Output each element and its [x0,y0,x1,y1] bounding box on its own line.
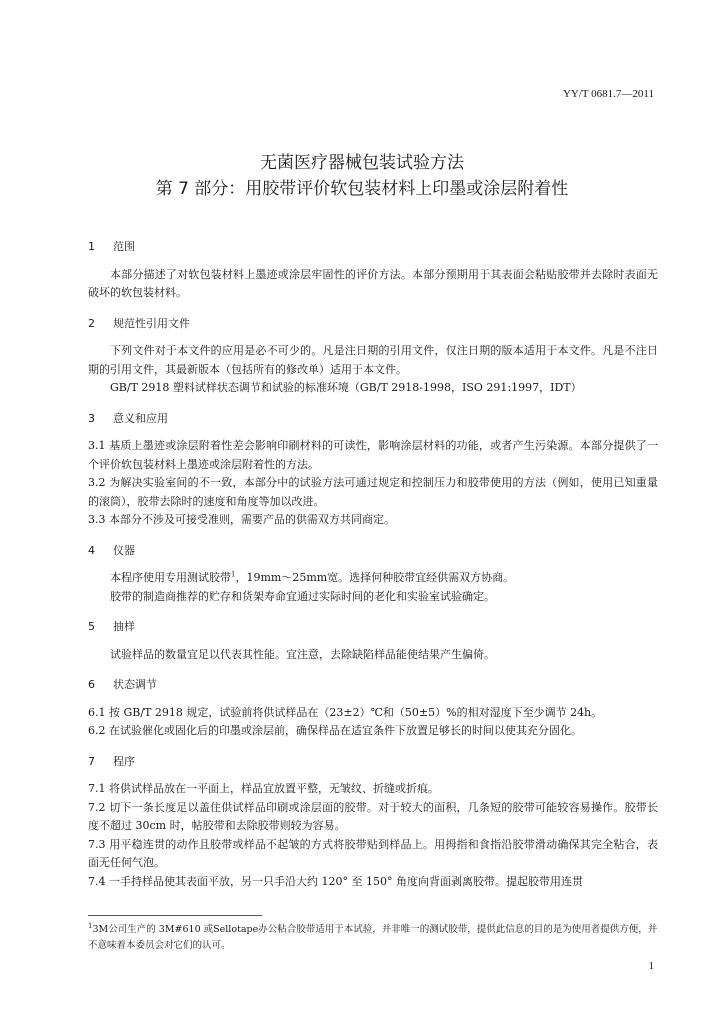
footnote-divider [88,915,262,916]
body-content [88,238,658,891]
paragraph: 7.1 将供试样品放在一平面上，样品宜放置平整，无皱纹、折缝或折痕。 [88,782,439,795]
paragraph: 试验样品的数量宜足以代表其性能。宜注意，去除缺陷样品能使结果产生偏倚。 [110,647,495,661]
paragraph: 3.2 为解决实验室间的不一致，本部分中的试验方法可通过规定和控制压力和胶带使用的方法（例如，使用已知重量的滚筒），胶带去除时的速度和角度等加以改进。 [88,476,658,508]
paragraph: 7.4 一手持样品使其表面平放，另一只手沿大约 120° 至 150° 角度向背面剥离胶带。提起胶带用连贯 [88,874,583,888]
section-heading-5: 5 抽样 [88,620,135,633]
document-code: YY/T 0681.7—2011 [562,88,654,100]
section-heading-7: 7 程序 [88,754,135,768]
paragraph: 3.3 本部分不涉及可接受准则，需要产品的供需双方共同商定。 [88,513,395,526]
document-title: 无菌医疗器械包装试验方法 [260,153,464,173]
title-block [0,150,724,202]
paragraph: 本部分描述了对软包装材料上墨迹或涂层牢固性的评价方法。本部分预期用于其表面会粘贴胶带并去除时表面无破坏的软包装材料。 [88,267,658,299]
paragraph: GB/T 2918 塑料试样状态调节和试验的标准环境（GB/T 2918-1998，ISO 291:1997，IDT） [110,381,582,394]
paragraph: 3.1 基质上墨迹或涂层附着性差会影响印刷材料的可读性，影响涂层材料的功能，或者产生污染源。本部分提供了一个评价软包装材料上墨迹或涂层附着性的方法。 [88,439,658,471]
paragraph: 6.2 在试验催化或固化后的印墨或涂层前，确保样品在适宜条件下放置足够长的时间以使其充分固化。 [88,724,582,737]
section-heading-3: 3 意义和应用 [88,411,168,425]
paragraph: 本程序使用专用测试胶带$^1$，19mm～25mm宽。选择何种胶带宜经供需双方协商。 [110,570,515,584]
paragraph: 胶带的制造商推荐的贮存和货架寿命宜通过实际时间的老化和实验室试验确定。 [110,589,495,603]
page-number: 1 [648,960,654,972]
paragraph: 7.2 切下一条长度足以盖住供试样品印刷或涂层面的胶带。对于较大的面积，几条短的胶带可能较容易操作。胶带长度不超过 30cm 时，帖胶带和去除胶带则较为容易。 [88,800,658,832]
section-heading-4: 4 仪器 [88,543,135,557]
paragraph: 7.3 用平稳连贯的动作且胶带或样品不起皱的方式将胶带贴到样品上。用拇指和食指沿胶带滑动确保其完全粘合，表面无任何气泡。 [88,837,658,869]
footnote: $^1$3M公司生产的 3M#610 或Sellotape办公粘合胶带适用于本试验，并非唯一的测试胶带，提供此信息的目的是为使用者提供方便，并不意味着本委员会对它们的认可。 [88,921,658,951]
paragraph: 下列文件对于本文件的应用是必不可少的。凡是注日期的引用文件，仅注日期的版本适用于本文件。凡是不注日期的引用文件，其最新版本（包括所有的修改单）适用于本文件。 [88,344,658,376]
footnote-marker[interactable]: 1 [231,570,236,579]
section-heading-6: 6 状态调节 [88,678,157,691]
section-heading-1: 1 范围 [88,240,135,253]
document-subtitle: 第 7 部分：用胶带评价软包装材料上印墨或涂层附着性 [155,179,569,199]
paragraph: 6.1 按 GB/T 2918 规定，试验前将供试样品在（23±2）℃和（50±5）%的相对湿度下至少调节 24h。 [88,705,603,719]
section-heading-2: 2 规范性引用文件 [88,316,190,330]
